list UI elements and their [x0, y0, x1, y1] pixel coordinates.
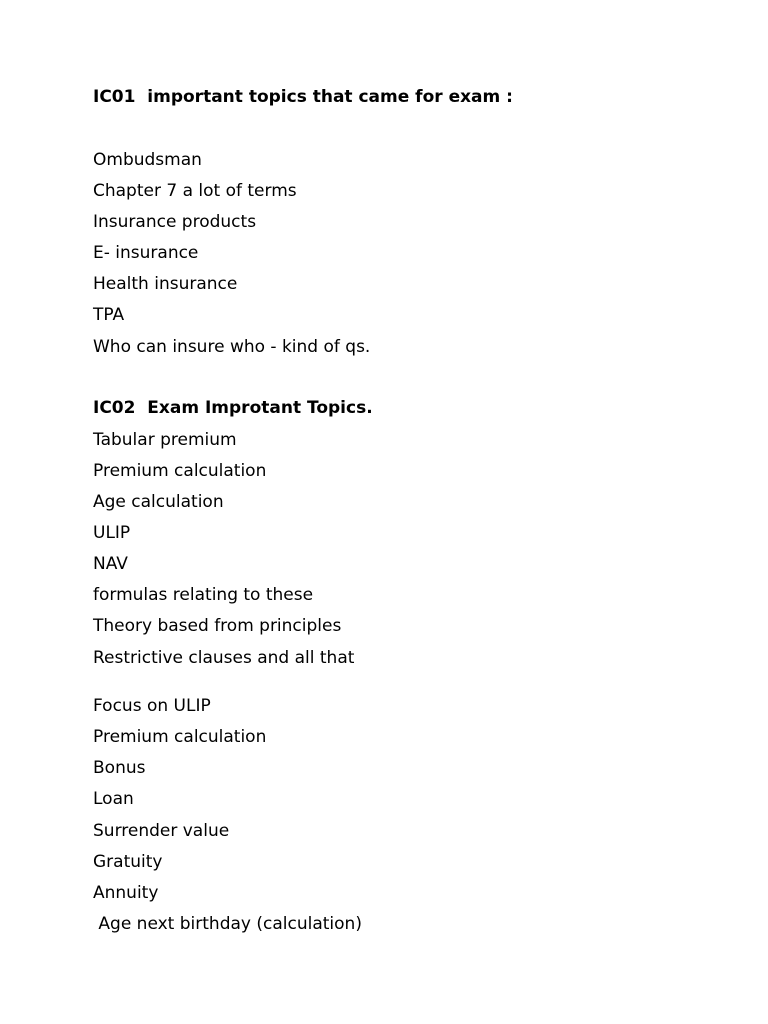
- list-item: ULIP: [93, 523, 131, 543]
- list-item: Chapter 7 a lot of terms: [93, 181, 297, 201]
- list-item: Age next birthday (calculation): [93, 914, 362, 934]
- section-2-heading: IC02 Exam Improtant Topics.: [93, 398, 373, 418]
- list-item: Premium calculation: [93, 727, 267, 747]
- list-item: NAV: [93, 554, 128, 574]
- list-item: Bonus: [93, 758, 146, 778]
- list-item: Who can insure who - kind of qs.: [93, 337, 371, 357]
- list-item: Surrender value: [93, 821, 230, 841]
- list-item: Gratuity: [93, 852, 163, 872]
- list-item: Insurance products: [93, 212, 257, 232]
- list-item: Ombudsman: [93, 150, 202, 170]
- list-item: formulas relating to these: [93, 585, 314, 605]
- list-item: Age calculation: [93, 492, 224, 512]
- section-1-heading: IC01 important topics that came for exam :: [93, 87, 513, 107]
- list-item: Annuity: [93, 883, 159, 903]
- list-item: Health insurance: [93, 274, 238, 294]
- list-item: Theory based from principles: [93, 616, 342, 636]
- list-item: Focus on ULIP: [93, 696, 211, 716]
- list-item: Tabular premium: [93, 430, 237, 450]
- list-item: E- insurance: [93, 243, 199, 263]
- list-item: Premium calculation: [93, 461, 267, 481]
- list-item: TPA: [93, 305, 125, 325]
- list-item: Loan: [93, 789, 134, 809]
- list-item: Restrictive clauses and all that: [93, 648, 355, 668]
